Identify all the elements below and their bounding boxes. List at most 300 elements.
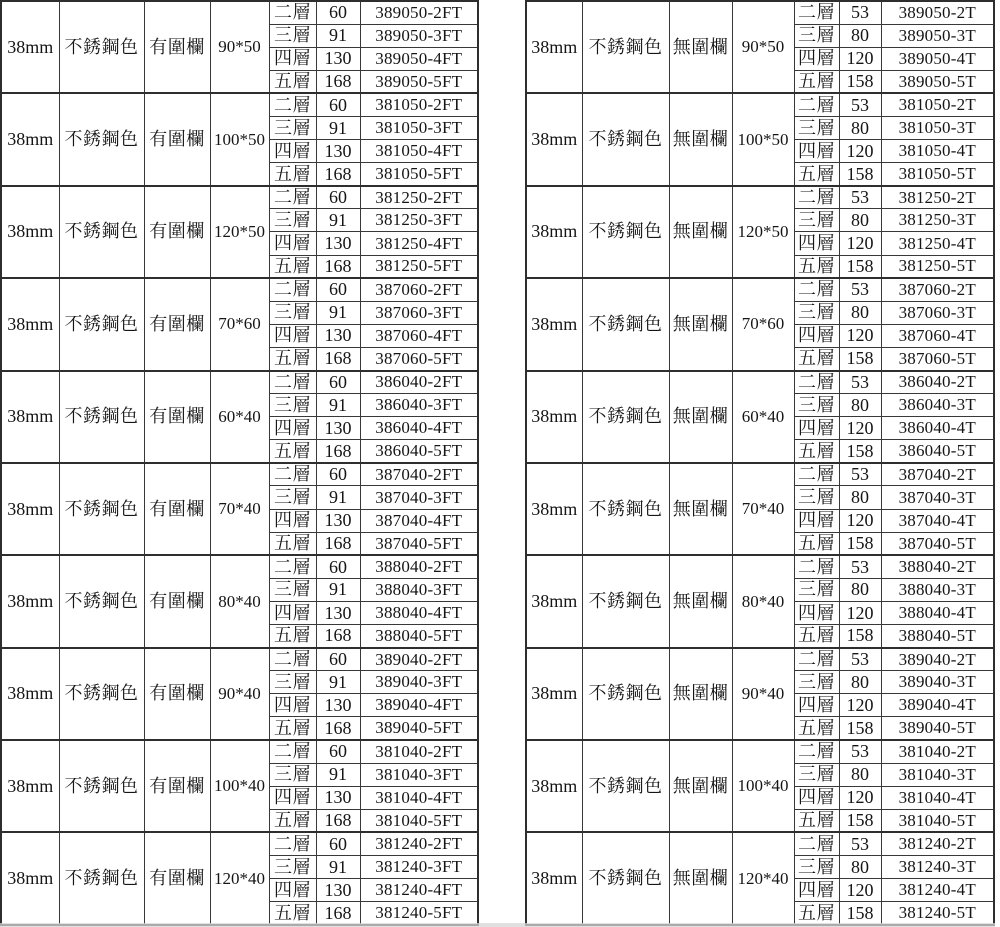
price-cell: 168: [316, 717, 360, 740]
code-cell: 389040-3T: [881, 671, 994, 694]
price-cell: 120: [839, 140, 881, 163]
code-cell: 381250-3T: [881, 209, 994, 232]
tier-cell: 三層: [269, 116, 316, 139]
code-cell: 381240-2FT: [360, 832, 478, 855]
tier-cell: 四層: [794, 509, 839, 532]
code-cell: 386040-5T: [881, 440, 994, 463]
price-cell: 80: [839, 486, 881, 509]
tier-cell: 二層: [794, 1, 839, 24]
thickness-cell: 38mm: [526, 648, 582, 740]
size-cell: 120*40: [732, 832, 794, 925]
code-cell: 381050-5T: [881, 163, 994, 186]
tier-cell: 三層: [794, 116, 839, 139]
price-cell: 53: [839, 93, 881, 116]
thickness-cell: 38mm: [526, 93, 582, 185]
code-cell: 389040-5T: [881, 717, 994, 740]
tier-cell: 五層: [794, 255, 839, 278]
thickness-cell: 38mm: [1, 93, 59, 185]
price-cell: 53: [839, 648, 881, 671]
fence-cell: 無圍欄: [669, 555, 732, 647]
tier-cell: 五層: [794, 902, 839, 925]
price-cell: 60: [316, 186, 360, 209]
tier-cell: 五層: [269, 717, 316, 740]
color-cell: 不銹鋼色: [59, 555, 144, 647]
tier-cell: 五層: [269, 347, 316, 370]
code-cell: 387060-3T: [881, 301, 994, 324]
price-cell: 91: [316, 116, 360, 139]
price-cell: 60: [316, 371, 360, 394]
code-cell: 381250-5T: [881, 255, 994, 278]
price-cell: 168: [316, 902, 360, 925]
thickness-cell: 38mm: [526, 740, 582, 832]
tier-cell: 四層: [794, 324, 839, 347]
fence-cell: 有圍欄: [144, 648, 210, 740]
size-cell: 70*60: [732, 278, 794, 370]
size-cell: 100*40: [210, 740, 269, 832]
code-cell: 387060-5T: [881, 347, 994, 370]
size-cell: 80*40: [732, 555, 794, 647]
tier-cell: 五層: [794, 717, 839, 740]
thickness-cell: 38mm: [1, 463, 59, 555]
price-cell: 60: [316, 1, 360, 24]
group-row: [1, 648, 478, 671]
price-cell: 53: [839, 463, 881, 486]
code-cell: 387060-2FT: [360, 278, 478, 301]
price-cell: 80: [839, 578, 881, 601]
size-cell: 120*50: [210, 186, 269, 278]
tier-cell: 三層: [794, 578, 839, 601]
price-cell: 91: [316, 301, 360, 324]
code-cell: 387060-5FT: [360, 347, 478, 370]
color-cell: 不銹鋼色: [59, 740, 144, 832]
size-cell: 70*40: [210, 463, 269, 555]
price-cell: 91: [316, 209, 360, 232]
tier-cell: 二層: [269, 186, 316, 209]
price-cell: 80: [839, 209, 881, 232]
tier-cell: 四層: [269, 324, 316, 347]
thickness-cell: 38mm: [526, 832, 582, 925]
group-row: [526, 555, 994, 578]
price-cell: 130: [316, 694, 360, 717]
code-cell: 381250-2T: [881, 186, 994, 209]
price-cell: 158: [839, 440, 881, 463]
size-cell: 100*40: [732, 740, 794, 832]
tier-cell: 四層: [269, 786, 316, 809]
tier-cell: 五層: [794, 809, 839, 832]
tier-cell: 三層: [269, 486, 316, 509]
fence-cell: 有圍欄: [144, 832, 210, 925]
color-cell: 不銹鋼色: [582, 278, 669, 370]
thickness-cell: 38mm: [526, 555, 582, 647]
tier-cell: 三層: [269, 301, 316, 324]
code-cell: 381250-4FT: [360, 232, 478, 255]
tier-cell: 三層: [269, 855, 316, 878]
code-cell: 388040-3FT: [360, 578, 478, 601]
price-cell: 53: [839, 740, 881, 763]
code-cell: 381250-2FT: [360, 186, 478, 209]
color-cell: 不銹鋼色: [59, 371, 144, 463]
color-cell: 不銹鋼色: [59, 1, 144, 93]
thickness-cell: 38mm: [1, 371, 59, 463]
code-cell: 387040-3FT: [360, 486, 478, 509]
tier-cell: 五層: [794, 440, 839, 463]
tier-cell: 二層: [269, 832, 316, 855]
tier-cell: 二層: [794, 740, 839, 763]
tier-cell: 五層: [269, 440, 316, 463]
fence-cell: 有圍欄: [144, 555, 210, 647]
price-cell: 130: [316, 140, 360, 163]
price-cell: 158: [839, 902, 881, 925]
price-cell: 120: [839, 232, 881, 255]
price-cell: 60: [316, 648, 360, 671]
tier-cell: 四層: [269, 601, 316, 624]
color-cell: 不銹鋼色: [59, 186, 144, 278]
price-cell: 168: [316, 625, 360, 648]
price-cell: 130: [316, 232, 360, 255]
tier-cell: 五層: [794, 163, 839, 186]
tier-cell: 五層: [269, 163, 316, 186]
code-cell: 389050-5FT: [360, 70, 478, 93]
fence-cell: 有圍欄: [144, 463, 210, 555]
tier-cell: 三層: [794, 24, 839, 47]
price-cell: 130: [316, 509, 360, 532]
price-table-without-fence-body: [526, 1, 994, 925]
price-cell: 91: [316, 855, 360, 878]
thickness-cell: 38mm: [1, 648, 59, 740]
code-cell: 381250-3FT: [360, 209, 478, 232]
tier-cell: 三層: [794, 394, 839, 417]
code-cell: 381250-5FT: [360, 255, 478, 278]
code-cell: 381050-3FT: [360, 116, 478, 139]
code-cell: 388040-4T: [881, 601, 994, 624]
price-cell: 130: [316, 786, 360, 809]
price-cell: 91: [316, 763, 360, 786]
price-cell: 120: [839, 509, 881, 532]
color-cell: 不銹鋼色: [582, 93, 669, 185]
code-cell: 381240-3T: [881, 855, 994, 878]
thickness-cell: 38mm: [1, 740, 59, 832]
price-cell: 60: [316, 740, 360, 763]
group-row: [526, 832, 994, 855]
group-row: [1, 278, 478, 301]
code-cell: 381240-5T: [881, 902, 994, 925]
tier-cell: 五層: [269, 255, 316, 278]
group-row: [1, 832, 478, 855]
tier-cell: 四層: [794, 694, 839, 717]
price-cell: 168: [316, 347, 360, 370]
price-cell: 91: [316, 671, 360, 694]
code-cell: 387060-4T: [881, 324, 994, 347]
size-cell: 70*60: [210, 278, 269, 370]
tier-cell: 二層: [269, 93, 316, 116]
fence-cell: 有圍欄: [144, 371, 210, 463]
price-cell: 53: [839, 186, 881, 209]
price-table-without-fence: [525, 0, 995, 926]
code-cell: 388040-5FT: [360, 625, 478, 648]
tier-cell: 三層: [269, 763, 316, 786]
price-cell: 80: [839, 116, 881, 139]
tier-cell: 四層: [794, 232, 839, 255]
tier-cell: 二層: [269, 740, 316, 763]
fence-cell: 有圍欄: [144, 186, 210, 278]
code-cell: 381250-4T: [881, 232, 994, 255]
price-cell: 120: [839, 417, 881, 440]
price-cell: 80: [839, 763, 881, 786]
code-cell: 387060-2T: [881, 278, 994, 301]
code-cell: 389050-3T: [881, 24, 994, 47]
fence-cell: 有圍欄: [144, 740, 210, 832]
thickness-cell: 38mm: [526, 371, 582, 463]
price-table-with-fence: [0, 0, 479, 926]
tier-cell: 二層: [794, 648, 839, 671]
code-cell: 387060-3FT: [360, 301, 478, 324]
tier-cell: 三層: [269, 209, 316, 232]
tier-cell: 三層: [794, 763, 839, 786]
tier-cell: 二層: [794, 463, 839, 486]
tier-cell: 五層: [269, 625, 316, 648]
price-cell: 120: [839, 786, 881, 809]
color-cell: 不銹鋼色: [582, 832, 669, 925]
code-cell: 386040-3T: [881, 394, 994, 417]
tier-cell: 四層: [794, 140, 839, 163]
code-cell: 388040-2FT: [360, 555, 478, 578]
price-cell: 53: [839, 555, 881, 578]
fence-cell: 有圍欄: [144, 1, 210, 93]
price-cell: 130: [316, 324, 360, 347]
fence-cell: 無圍欄: [669, 186, 732, 278]
group-row: [526, 740, 994, 763]
tier-cell: 四層: [269, 509, 316, 532]
code-cell: 387040-2T: [881, 463, 994, 486]
code-cell: 381040-5FT: [360, 809, 478, 832]
code-cell: 381050-2T: [881, 93, 994, 116]
code-cell: 381050-3T: [881, 116, 994, 139]
price-cell: 130: [316, 601, 360, 624]
price-cell: 53: [839, 832, 881, 855]
price-cell: 158: [839, 717, 881, 740]
group-row: [1, 371, 478, 394]
price-cell: 53: [839, 371, 881, 394]
tier-cell: 二層: [269, 1, 316, 24]
color-cell: 不銹鋼色: [582, 371, 669, 463]
code-cell: 386040-2T: [881, 371, 994, 394]
group-row: [1, 555, 478, 578]
fence-cell: 無圍欄: [669, 371, 732, 463]
tier-cell: 三層: [269, 671, 316, 694]
thickness-cell: 38mm: [1, 1, 59, 93]
fence-cell: 無圍欄: [669, 832, 732, 925]
tier-cell: 五層: [269, 809, 316, 832]
tier-cell: 四層: [794, 786, 839, 809]
tier-cell: 三層: [269, 394, 316, 417]
code-cell: 389040-4FT: [360, 694, 478, 717]
size-cell: 70*40: [732, 463, 794, 555]
tier-cell: 二層: [269, 371, 316, 394]
code-cell: 389040-3FT: [360, 671, 478, 694]
tier-cell: 三層: [269, 24, 316, 47]
code-cell: 381050-4FT: [360, 140, 478, 163]
tier-cell: 三層: [269, 578, 316, 601]
code-cell: 381240-4FT: [360, 879, 478, 902]
group-row: [526, 186, 994, 209]
tier-cell: 二層: [794, 832, 839, 855]
code-cell: 389050-2T: [881, 1, 994, 24]
price-table-with-fence-body: [1, 1, 478, 925]
code-cell: 386040-5FT: [360, 440, 478, 463]
code-cell: 381050-2FT: [360, 93, 478, 116]
price-cell: 60: [316, 463, 360, 486]
group-row: [526, 278, 994, 301]
price-cell: 53: [839, 278, 881, 301]
tier-cell: 五層: [269, 532, 316, 555]
group-row: [526, 93, 994, 116]
code-cell: 381240-3FT: [360, 855, 478, 878]
color-cell: 不銹鋼色: [59, 93, 144, 185]
fence-cell: 無圍欄: [669, 463, 732, 555]
tier-cell: 四層: [794, 417, 839, 440]
price-cell: 60: [316, 93, 360, 116]
code-cell: 386040-3FT: [360, 394, 478, 417]
code-cell: 381040-2T: [881, 740, 994, 763]
price-cell: 168: [316, 255, 360, 278]
code-cell: 388040-3T: [881, 578, 994, 601]
code-cell: 387040-3T: [881, 486, 994, 509]
price-cell: 120: [839, 47, 881, 70]
tier-cell: 三層: [794, 671, 839, 694]
price-cell: 80: [839, 301, 881, 324]
thickness-cell: 38mm: [1, 555, 59, 647]
tier-cell: 四層: [269, 140, 316, 163]
code-cell: 381040-4T: [881, 786, 994, 809]
price-cell: 158: [839, 70, 881, 93]
code-cell: 387040-4T: [881, 509, 994, 532]
tier-cell: 二層: [269, 463, 316, 486]
fence-cell: 無圍欄: [669, 93, 732, 185]
tier-cell: 三層: [794, 855, 839, 878]
price-cell: 168: [316, 70, 360, 93]
tier-cell: 二層: [269, 555, 316, 578]
tier-cell: 二層: [794, 186, 839, 209]
group-row: [1, 93, 478, 116]
tier-cell: 二層: [794, 555, 839, 578]
fence-cell: 有圍欄: [144, 278, 210, 370]
code-cell: 381050-4T: [881, 140, 994, 163]
code-cell: 389040-4T: [881, 694, 994, 717]
color-cell: 不銹鋼色: [582, 740, 669, 832]
code-cell: 381040-3T: [881, 763, 994, 786]
code-cell: 386040-4FT: [360, 417, 478, 440]
code-cell: 387040-2FT: [360, 463, 478, 486]
color-cell: 不銹鋼色: [582, 648, 669, 740]
tier-cell: 四層: [269, 694, 316, 717]
price-cell: 130: [316, 417, 360, 440]
tier-cell: 四層: [269, 417, 316, 440]
thickness-cell: 38mm: [526, 186, 582, 278]
color-cell: 不銹鋼色: [582, 555, 669, 647]
price-cell: 168: [316, 532, 360, 555]
tier-cell: 四層: [794, 47, 839, 70]
price-cell: 80: [839, 855, 881, 878]
price-cell: 168: [316, 809, 360, 832]
tier-cell: 三層: [794, 486, 839, 509]
group-row: [526, 1, 994, 24]
code-cell: 381050-5FT: [360, 163, 478, 186]
size-cell: 100*50: [210, 93, 269, 185]
price-cell: 91: [316, 486, 360, 509]
price-cell: 91: [316, 394, 360, 417]
price-cell: 120: [839, 879, 881, 902]
tier-cell: 四層: [269, 879, 316, 902]
tier-cell: 二層: [794, 278, 839, 301]
size-cell: 90*50: [732, 1, 794, 93]
group-row: [1, 463, 478, 486]
code-cell: 389040-2T: [881, 648, 994, 671]
size-cell: 60*40: [732, 371, 794, 463]
group-row: [526, 463, 994, 486]
fence-cell: 無圍欄: [669, 740, 732, 832]
color-cell: 不銹鋼色: [582, 186, 669, 278]
price-cell: 158: [839, 255, 881, 278]
price-cell: 91: [316, 24, 360, 47]
tier-cell: 五層: [269, 902, 316, 925]
code-cell: 389050-5T: [881, 70, 994, 93]
color-cell: 不銹鋼色: [59, 463, 144, 555]
fence-cell: 有圍欄: [144, 93, 210, 185]
color-cell: 不銹鋼色: [582, 463, 669, 555]
tier-cell: 四層: [794, 601, 839, 624]
code-cell: 389040-5FT: [360, 717, 478, 740]
group-row: [526, 648, 994, 671]
price-cell: 168: [316, 440, 360, 463]
price-cell: 168: [316, 163, 360, 186]
code-cell: 389050-4T: [881, 47, 994, 70]
tier-cell: 五層: [794, 625, 839, 648]
thickness-cell: 38mm: [1, 832, 59, 925]
size-cell: 120*50: [732, 186, 794, 278]
price-cell: 60: [316, 555, 360, 578]
tier-cell: 四層: [794, 879, 839, 902]
price-cell: 158: [839, 809, 881, 832]
tier-cell: 五層: [794, 70, 839, 93]
code-cell: 389040-2FT: [360, 648, 478, 671]
fence-cell: 無圍欄: [669, 648, 732, 740]
tier-cell: 五層: [794, 532, 839, 555]
price-cell: 60: [316, 278, 360, 301]
code-cell: 389050-2FT: [360, 1, 478, 24]
price-cell: 53: [839, 1, 881, 24]
color-cell: 不銹鋼色: [59, 278, 144, 370]
fence-cell: 無圍欄: [669, 1, 732, 93]
thickness-cell: 38mm: [526, 463, 582, 555]
color-cell: 不銹鋼色: [582, 1, 669, 93]
scan-artifact: [0, 923, 995, 927]
code-cell: 387060-4FT: [360, 324, 478, 347]
price-cell: 120: [839, 601, 881, 624]
price-cell: 80: [839, 394, 881, 417]
price-cell: 158: [839, 163, 881, 186]
tier-cell: 四層: [269, 232, 316, 255]
code-cell: 388040-2T: [881, 555, 994, 578]
thickness-cell: 38mm: [526, 1, 582, 93]
group-row: [1, 186, 478, 209]
size-cell: 100*50: [732, 93, 794, 185]
code-cell: 381040-2FT: [360, 740, 478, 763]
price-cell: 80: [839, 24, 881, 47]
price-cell: 60: [316, 832, 360, 855]
tier-cell: 三層: [794, 301, 839, 324]
code-cell: 381240-5FT: [360, 902, 478, 925]
price-cell: 130: [316, 879, 360, 902]
